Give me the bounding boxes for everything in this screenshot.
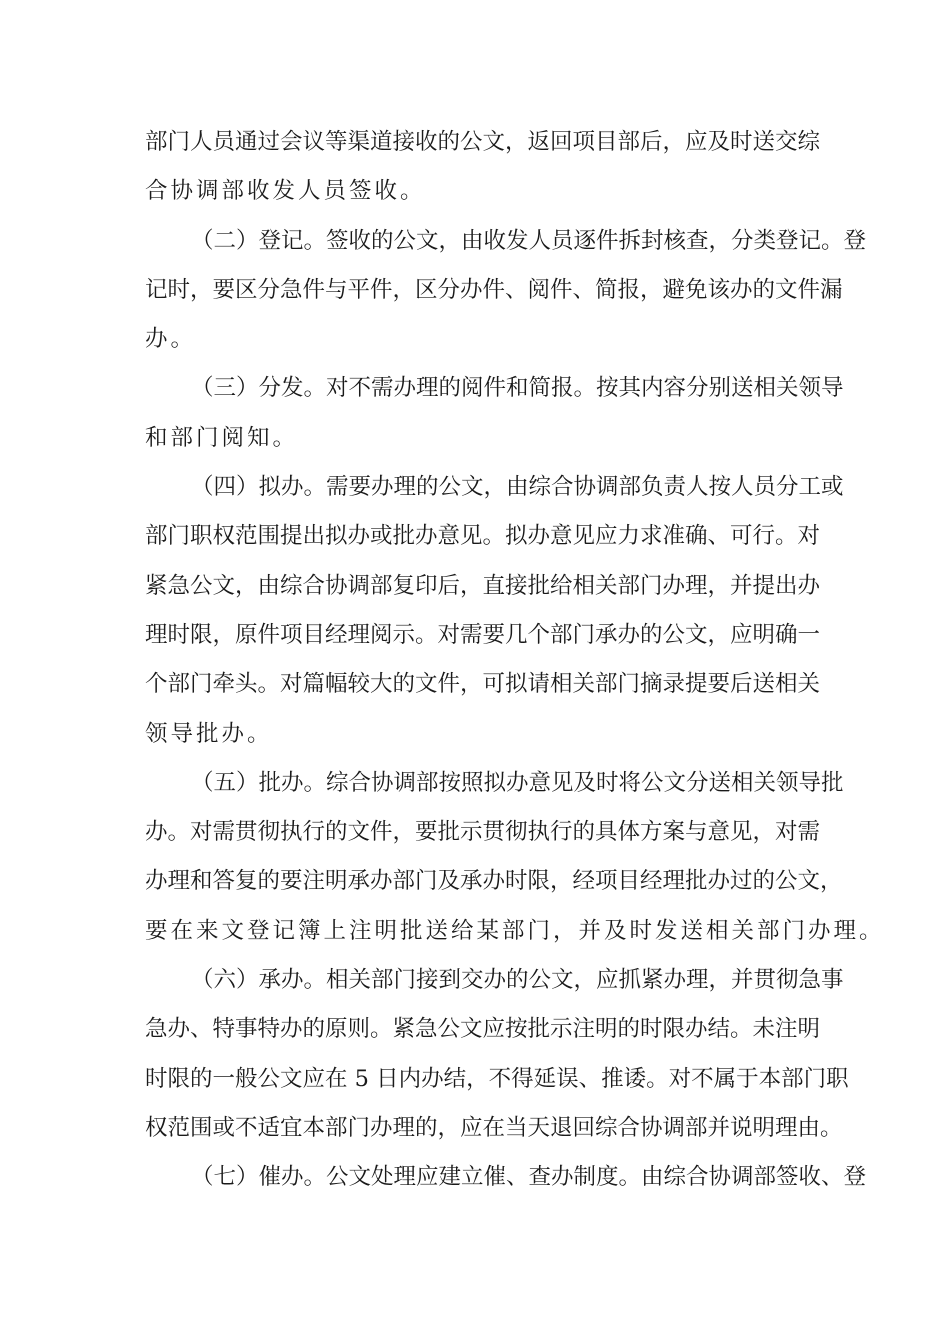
section-heading-line: （三）分发。对不需办理的阅件和简报。按其内容分别送相关领导 — [191, 375, 844, 402]
text-line: 记时，要区分急件与平件，区分办件、阅件、简报，避免该办的文件漏 — [145, 276, 843, 303]
text-line: 要在来文登记簿上注明批送给某部门，并及时发送相关部门办理。 — [145, 917, 885, 944]
section-heading-line: （五）批办。综合协调部按照拟办意见及时将公文分送相关领导批 — [191, 769, 844, 796]
text-line: 急办、特事特办的原则。紧急公文应按批示注明的时限办结。未注明 — [145, 1016, 821, 1043]
text-line: 合协调部收发人员签收。 — [145, 178, 426, 205]
text-line: 时限的一般公文应在 5 日内办结，不得延误、推诿。对不属于本部门职 — [145, 1065, 849, 1092]
section-heading-line: （二）登记。签收的公文，由收发人员逐件拆封核查，分类登记。登 — [191, 227, 867, 254]
text-line: 领导批办。 — [145, 720, 273, 747]
section-heading-line: （四）拟办。需要办理的公文，由综合协调部负责人按人员分工或 — [191, 474, 844, 501]
text-line: 个部门牵头。对篇幅较大的文件，可拟请相关部门摘录提要后送相关 — [145, 671, 821, 698]
text-line: 部门人员通过会议等渠道接收的公文，返回项目部后，应及时送交综 — [145, 129, 821, 155]
document-page — [145, 122, 885, 1207]
text-line: 权范围或不适宜本部门办理的，应在当天退回综合协调部并说明理由。 — [145, 1114, 843, 1141]
text-line: 和部门阅知。 — [145, 424, 299, 451]
text-line: 部门职权范围提出拟办或批办意见。拟办意见应力求准确、可行。对 — [145, 523, 821, 550]
text-line: 办理和答复的要注明承办部门及承办时限，经项目经理批办过的公文， — [145, 868, 843, 895]
text-line: 紧急公文，由综合协调部复印后，直接批给相关部门办理，并提出办 — [145, 572, 821, 599]
text-line: 办。对需贯彻执行的文件，要批示贯彻执行的具体方案与意见，对需 — [145, 819, 821, 846]
text-line: 理时限，原件项目经理阅示。对需要几个部门承办的公文，应明确一 — [145, 621, 821, 648]
section-heading-line: （六）承办。相关部门接到交办的公文，应抓紧办理，并贯彻急事 — [191, 967, 844, 994]
section-heading-line: （七）催办。公文处理应建立催、查办制度。由综合协调部签收、登 — [191, 1164, 867, 1191]
text-line: 办。 — [145, 326, 197, 353]
